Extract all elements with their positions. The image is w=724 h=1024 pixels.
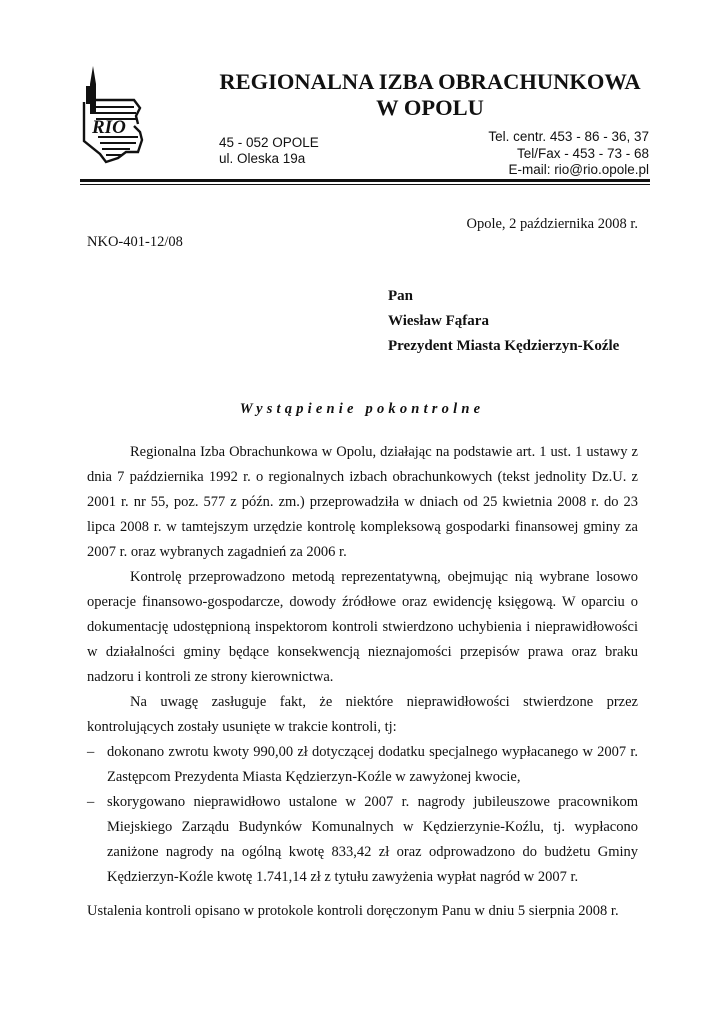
- contact-info: [488, 129, 649, 179]
- addressee-position: Prezydent Miasta Kędzierzyn-Koźle: [388, 338, 620, 354]
- corrections-list: [87, 740, 638, 890]
- closing-sentence: Ustalenia kontroli opisano w protokole kontroli doręczonym Panu w dniu 5 sierpnia 2008 r.: [87, 903, 619, 919]
- phone-number: Tel. centr. 453 - 86 - 36, 37: [488, 129, 649, 144]
- list-item-text: dokonano zwrotu kwoty 990,00 zł dotyczącej dodatku specjalnego wypłacanego w 2007 r. Zastępcom Prezydenta Miasta Kędzierzyn-Koźle w zawyżonej kwocie,: [107, 744, 638, 785]
- list-item-text: skorygowano nieprawidłowo ustalone w 2007 r. nagrody jubileuszowe pracownikom Miejskiego Zarządu Budynków Komunalnych w Kędzierzynie-Koźlu, tj. wypłacono zaniżone nagrody na ogólną kwotę 833,42 zł oraz odprowadzono do budżetu Gminy Kędzierzyn-Koźle kwotę 1.741,14 zł z tytułu zawyżenia wypłat nagród w 2007 r.: [107, 794, 638, 885]
- body-paragraph: Regionalna Izba Obrachunkowa w Opolu, działając na podstawie art. 1 ust. 1 ustawy z dnia 7 października 1992 r. o regionalnych izbach obrachunkowych (tekst jednolity Dz.U. z 2001 r. nr 55, poz. 577 z późn. zm.) przeprowadziła w dniach od 25 kwietnia 2008 r. do 23 lipca 2008 r. w tamtejszym urzędzie kontrolę kompleksową gospodarki finansowej gminy za 2007 r. oraz wybranych zagadnień za 2006 r.: [87, 444, 638, 560]
- street-address: ul. Oleska 19a: [219, 151, 306, 166]
- header-rule-thick: [80, 179, 650, 182]
- postal-address: [219, 135, 319, 167]
- postal-code-city: 45 - 052 OPOLE: [219, 135, 319, 150]
- body-paragraph: Kontrolę przeprowadzono metodą reprezentatywną, obejmując nią wybrane losowo operacje finansowo-gospodarcze, dowody źródłowe oraz ewidencję księgową. W oparciu o dokumentację udostępnioną inspektorom kontroli stwierdzono uchybienia i nieprawidłowości w działalności gminy będące konsekwencją nieznajomości przepisów prawa oraz braku nadzoru i kontroli ze strony kierownictwa.: [87, 569, 638, 685]
- list-item: [87, 740, 638, 790]
- org-name-line2: W OPOLU: [376, 95, 484, 120]
- bullet-dash: –: [87, 744, 95, 760]
- letter-body: [87, 440, 638, 890]
- org-name-line1: REGIONALNA IZBA OBRACHUNKOWA: [219, 69, 641, 94]
- document-heading: Wystąpienie pokontrolne: [239, 401, 485, 417]
- bullet-dash: –: [87, 794, 95, 810]
- header-rule-thin: [80, 184, 650, 185]
- body-paragraph: Na uwagę zasługuje fakt, że niektóre nieprawidłowości stwierdzone przez kontrolujących zostały usunięte w trakcie kontroli, tj:: [87, 694, 638, 735]
- fax-number: Tel/Fax - 453 - 73 - 68: [516, 145, 649, 161]
- letter-date: Opole, 2 października 2008 r.: [466, 216, 638, 232]
- email-address: E-mail: rio@rio.opole.pl: [508, 162, 649, 177]
- reference-number: NKO-401-12/08: [87, 234, 183, 250]
- addressee-name: Wiesław Fąfara: [388, 313, 489, 329]
- addressee-salutation: Pan: [388, 288, 414, 304]
- addressee-block: [388, 284, 619, 359]
- list-item: [87, 790, 638, 890]
- logo-rio-text: RIO: [92, 117, 126, 138]
- rio-logo: [80, 66, 152, 166]
